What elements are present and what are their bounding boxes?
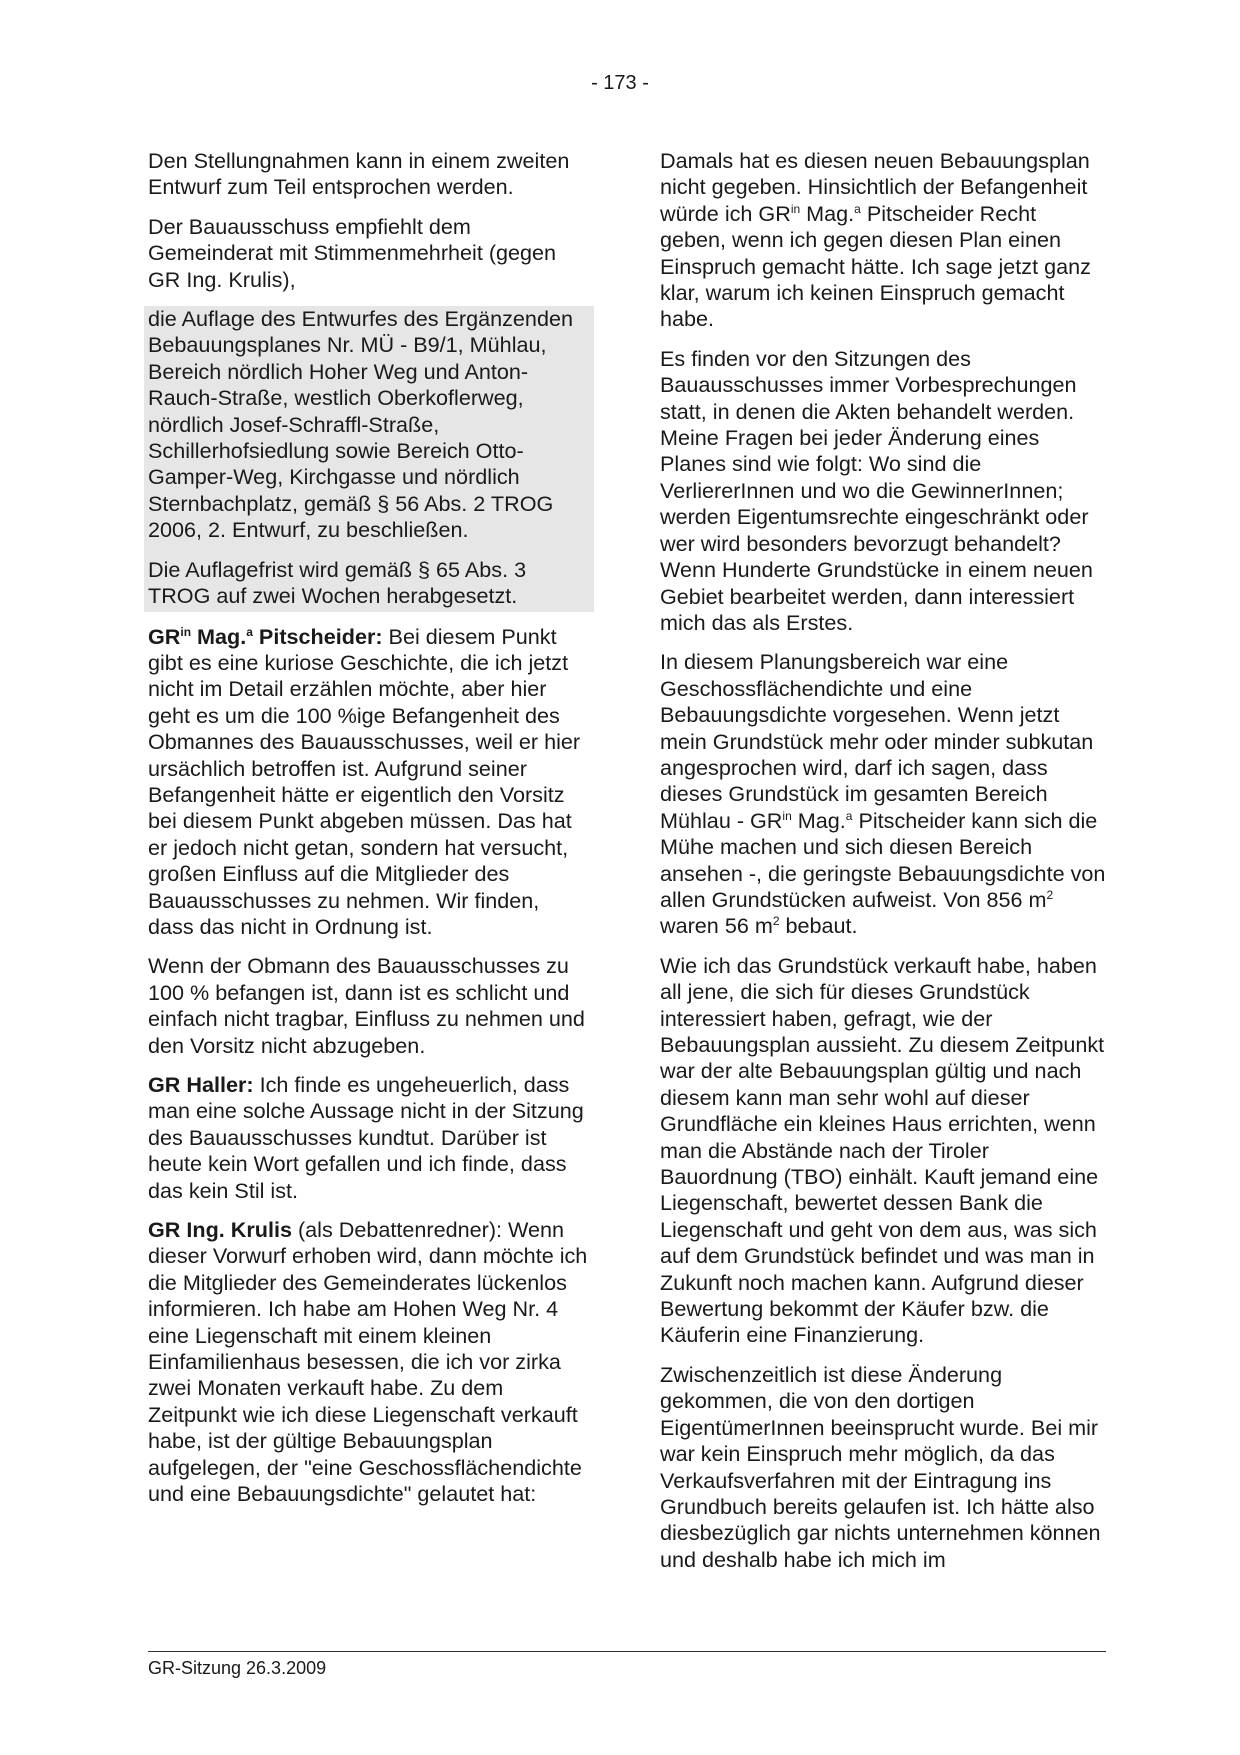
speech-text: Bei diesem Punkt gibt es eine kuriose Geschichte, die ich jetzt nicht im Detail erzählen möchte, aber hier geht es um die 100 %ige Befangenheit des Obmannes des Bauausschusses, weil er hier ursächlich betroffen ist. Aufgrund seiner Befangenheit hätte er eigentlich den Vorsitz bei diesem Punkt abgeben müssen. Das hat er jedoch nicht getan, sondern hat versucht, großen Einfluss auf die Mitglieder des Bauausschusses zu nehmen. Wir finden, dass das nicht in Ordnung ist.: [148, 623, 581, 939]
paragraph: Wenn der Obmann des Bauausschusses zu 100 % befangen ist, dann ist es schlicht und einfach nicht tragbar, Einfluss zu nehmen und den Vorsitz nicht abzugeben.: [148, 953, 585, 1058]
left-column: [148, 148, 590, 1521]
speech-text: Ich finde es ungeheuerlich, dass man eine solche Aussage nicht in der Sitzung des Bauausschusses kundtut. Darüber ist heute kein Wort gefallen und ich finde, dass das kein Stil ist.: [148, 1072, 584, 1203]
speech-paragraph: [148, 1072, 590, 1204]
paragraph: Damals hat es diesen neuen Bebauungsplan nicht gegeben. Hinsichtlich der Befangenheit würde ich $GR^{in}$ Mag.$^a$ Pitscheider Recht geben, wenn ich gegen diesen Plan einen Einspruch gemacht hätte. Ich sage jetzt ganz klar, warum ich keinen Einspruch gemacht habe.: [660, 148, 1091, 332]
right-column: [660, 148, 1108, 1586]
speaker-name: GR Haller:: [148, 1072, 254, 1097]
paragraph: In diesem Planungsbereich war eine Geschossflächendichte und eine Bebauungsdichte vorgesehen. Wenn jetzt mein Grundstück mehr oder minder subkutan angesprochen wird, darf ich sagen, dass dieses Grundstück im gesamten Bereich Mühlau - $GR^{in}$ Mag.$^a$ Pitscheider kann sich die Mühe machen und sich diesen Bereich ansehen -, die geringste Bebauungsdichte von allen Grundstücken aufweist. Von 856 $m^2$ waren 56 $m^2$ bebaut.: [660, 649, 1106, 939]
paragraph: Der Bauausschuss empfiehlt dem Gemeinderat mit Stimmenmehrheit (gegen GR Ing. Krulis),: [148, 213, 557, 292]
footer-text: GR-Sitzung 26.3.2009: [148, 1658, 327, 1678]
speech-paragraph: [148, 624, 590, 941]
resolution-text: Die Auflagefrist wird gemäß § 65 Abs. 3 TROG auf zwei Wochen herabgesetzt.: [148, 556, 527, 609]
speech-text: (als Debattenredner): Wenn dieser Vorwurf erhoben wird, dann möchte ich die Mitglieder des Gemeinderates lückenlos informieren. Ich habe am Hohen Weg Nr. 4 eine Liegenschaft mit einem kleinen Einfamilienhaus besessen, die ich vor zirka zwei Monaten verkauft habe. Zu dem Zeitpunkt wie ich diese Liegenschaft verkauft habe, ist der gültige Bebauungsplan aufgelegen, der "eine Geschossflächendichte und eine Bebauungsdichte" gelautet hat:: [148, 1217, 588, 1507]
paragraph: Es finden vor den Sitzungen des Bauausschusses immer Vorbesprechungen statt, in denen die Akten behandelt werden. Meine Fragen bei jeder Änderung eines Planes sind wie folgt: Wo sind die VerliererInnen und wo die GewinnerInnen; werden Eigentumsrechte eingeschränkt oder wer wird besonders bevorzugt behandelt? Wenn Hunderte Grundstücke in einem neuen Gebiet bearbeitet werden, dann interessiert mich das als Erstes.: [660, 345, 1093, 635]
footer-divider: [148, 1651, 1106, 1652]
paragraph: Zwischenzeitlich ist diese Änderung gekommen, die von den dortigen EigentümerInnen beeinsprucht wurde. Bei mir war kein Einspruch mehr möglich, da das Verkaufsverfahren mit der Eintragung ins Grundbuch bereits gelaufen ist. Ich hätte also diesbezüglich gar nichts unternehmen können und deshalb habe ich mich im: [660, 1361, 1101, 1572]
paragraph: Wie ich das Grundstück verkauft habe, haben all jene, die sich für dieses Grundstück interessiert haben, gefragt, wie der Bebauungsplan aussieht. Zu diesem Zeitpunkt war der alte Bebauungsplan gültig und nach diesem kann man sehr wohl auf dieser Grundfläche ein kleines Haus errichten, wenn man die Abstände nach der Tiroler Bauordnung (TBO) einhält. Kauft jemand eine Liegenschaft, bewertet dessen Bank die Liegenschaft und geht von dem aus, was sich auf dem Grundstück befindet und was man in Zukunft noch machen kann. Aufgrund dieser Bewertung bekommt der Käufer bzw. die Käuferin eine Finanzierung.: [660, 952, 1105, 1348]
page-number: - 173 -: [591, 72, 649, 94]
speaker-name: GR Ing. Krulis: [148, 1217, 292, 1243]
paragraph: Den Stellungnahmen kann in einem zweiten Entwurf zum Teil entsprochen werden.: [148, 148, 570, 200]
resolution-box: [148, 306, 590, 611]
speaker-name: $GR^{in}$ Mag.$^a$ Pitscheider:: [148, 623, 383, 649]
resolution-text: die Auflage des Entwurfes des Ergänzenden Bebauungsplanes Nr. MÜ - B9/1, Mühlau, Bereich nördlich Hoher Weg und Anton-Rauch-Straße, westlich Oberkoflerweg, nördlich Josef-Schraffl-Straße, Schillerhofsiedlung sowie Bereich Otto-Gamper-Weg, Kirchgasse und nördlich Sternbachplatz, gemäß § 56 Abs. 2 TROG 2006, 2. Entwurf, zu beschließen.: [148, 306, 573, 543]
speech-paragraph: [148, 1217, 590, 1507]
